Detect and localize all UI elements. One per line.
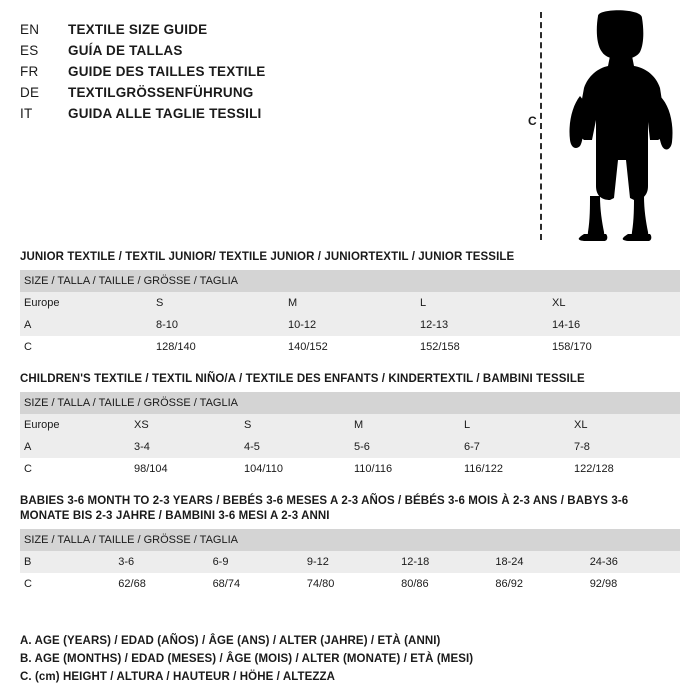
cell: 8-10: [152, 314, 284, 336]
table-head-row: [20, 392, 680, 414]
row-label: C: [20, 458, 130, 480]
language-code: IT: [20, 106, 33, 121]
cell: 4-5: [240, 436, 350, 458]
cell: 5-6: [350, 436, 460, 458]
table-head-label: SIZE / TALLA / TAILLE / GRÖSSE / TAGLIA: [20, 392, 680, 414]
cell: 116/122: [460, 458, 570, 480]
cell: 10-12: [284, 314, 416, 336]
cell: 3-4: [130, 436, 240, 458]
language-title: GUIDE DES TAILLES TEXTILE: [68, 64, 266, 79]
cell: 6-9: [209, 551, 303, 573]
language-code: ES: [20, 43, 39, 58]
table-head-row: [20, 270, 680, 292]
section-title: BABIES 3-6 MONTH TO 2-3 YEARS / BEBÉS 3-6 MESES A 2-3 AÑOS / BÉBÉS 3-6 MOIS À 2-3 ANS / BABYS 3-6 MONATE BIS 2-3 JAHRE / BAMBINI 3-6 MESI A 2-3 ANNI: [20, 495, 629, 522]
cell: 92/98: [586, 573, 680, 595]
cell: 12-13: [416, 314, 548, 336]
language-row: [20, 64, 500, 85]
cell: 7-8: [570, 436, 680, 458]
footnote-height: C. (cm) HEIGHT / ALTURA / HAUTEUR / HÖHE / ALTEZZA: [20, 671, 336, 683]
row-label: C: [20, 336, 152, 358]
language-code: FR: [20, 64, 39, 79]
cell: 140/152: [284, 336, 416, 358]
row-label: A: [20, 436, 130, 458]
cell: S: [240, 414, 350, 436]
cell: 158/170: [548, 336, 680, 358]
language-code: DE: [20, 85, 40, 100]
cell: 14-16: [548, 314, 680, 336]
section-title: JUNIOR TEXTILE / TEXTIL JUNIOR/ TEXTILE JUNIOR / JUNIORTEXTIL / JUNIOR TESSILE: [20, 251, 515, 263]
footnote-age-years: A. AGE (YEARS) / EDAD (AÑOS) / ÂGE (ANS) / ALTER (JAHRE) / ETÀ (ANNI): [20, 635, 441, 647]
cell: M: [284, 292, 416, 314]
height-measurement-figure: [526, 8, 686, 244]
height-axis-label: C: [528, 114, 537, 128]
cell: XS: [130, 414, 240, 436]
cell: 62/68: [114, 573, 208, 595]
footnote-age-months: B. AGE (MONTHS) / EDAD (MESES) / ÂGE (MOIS) / ALTER (MONATE) / ETÀ (MESI): [20, 653, 474, 665]
cell: XL: [548, 292, 680, 314]
cell: 80/86: [397, 573, 491, 595]
language-title: TEXTILE SIZE GUIDE: [68, 22, 208, 37]
footnote-legend: [20, 632, 680, 686]
cell: 18-24: [491, 551, 585, 573]
cell: 68/74: [209, 573, 303, 595]
table-row: [20, 573, 680, 595]
language-row: [20, 43, 500, 64]
cell: 122/128: [570, 458, 680, 480]
cell: L: [416, 292, 548, 314]
table-row: [20, 292, 680, 314]
row-label: A: [20, 314, 152, 336]
table-row: [20, 336, 680, 358]
size-table-children: [20, 392, 680, 480]
table-head-label: SIZE / TALLA / TAILLE / GRÖSSE / TAGLIA: [20, 270, 680, 292]
language-row: [20, 22, 500, 43]
cell: L: [460, 414, 570, 436]
language-title: TEXTILGRÖSSENFÜHRUNG: [68, 85, 254, 100]
section-babies-textile: [20, 494, 680, 595]
cell: 86/92: [491, 573, 585, 595]
size-table-junior: [20, 270, 680, 358]
table-head-row: [20, 529, 680, 551]
cell: XL: [570, 414, 680, 436]
section-junior-textile: [20, 250, 680, 358]
cell: 110/116: [350, 458, 460, 480]
row-label: Europe: [20, 292, 152, 314]
cell: 98/104: [130, 458, 240, 480]
row-label: C: [20, 573, 114, 595]
language-title-block: [20, 22, 500, 127]
language-code: EN: [20, 22, 40, 37]
cell: M: [350, 414, 460, 436]
language-row: [20, 85, 500, 106]
cell: 24-36: [586, 551, 680, 573]
cell: 6-7: [460, 436, 570, 458]
section-children-textile: [20, 372, 680, 480]
table-row: [20, 414, 680, 436]
section-title: CHILDREN'S TEXTILE / TEXTIL NIÑO/A / TEXTILE DES ENFANTS / KINDERTEXTIL / BAMBINI TESSILE: [20, 373, 585, 385]
table-row: [20, 314, 680, 336]
language-title: GUÍA DE TALLAS: [68, 43, 183, 58]
size-table-babies: [20, 529, 680, 595]
cell: 9-12: [303, 551, 397, 573]
row-label: B: [20, 551, 114, 573]
cell: 74/80: [303, 573, 397, 595]
cell: 3-6: [114, 551, 208, 573]
cell: S: [152, 292, 284, 314]
child-silhouette-icon: [560, 10, 680, 242]
cell: 104/110: [240, 458, 350, 480]
table-row: [20, 436, 680, 458]
row-label: Europe: [20, 414, 130, 436]
cell: 152/158: [416, 336, 548, 358]
height-dashed-line: [540, 12, 542, 240]
cell: 128/140: [152, 336, 284, 358]
table-head-label: SIZE / TALLA / TAILLE / GRÖSSE / TAGLIA: [20, 529, 680, 551]
cell: 12-18: [397, 551, 491, 573]
language-title: GUIDA ALLE TAGLIE TESSILI: [68, 106, 262, 121]
table-row: [20, 551, 680, 573]
language-row: [20, 106, 500, 127]
table-row: [20, 458, 680, 480]
